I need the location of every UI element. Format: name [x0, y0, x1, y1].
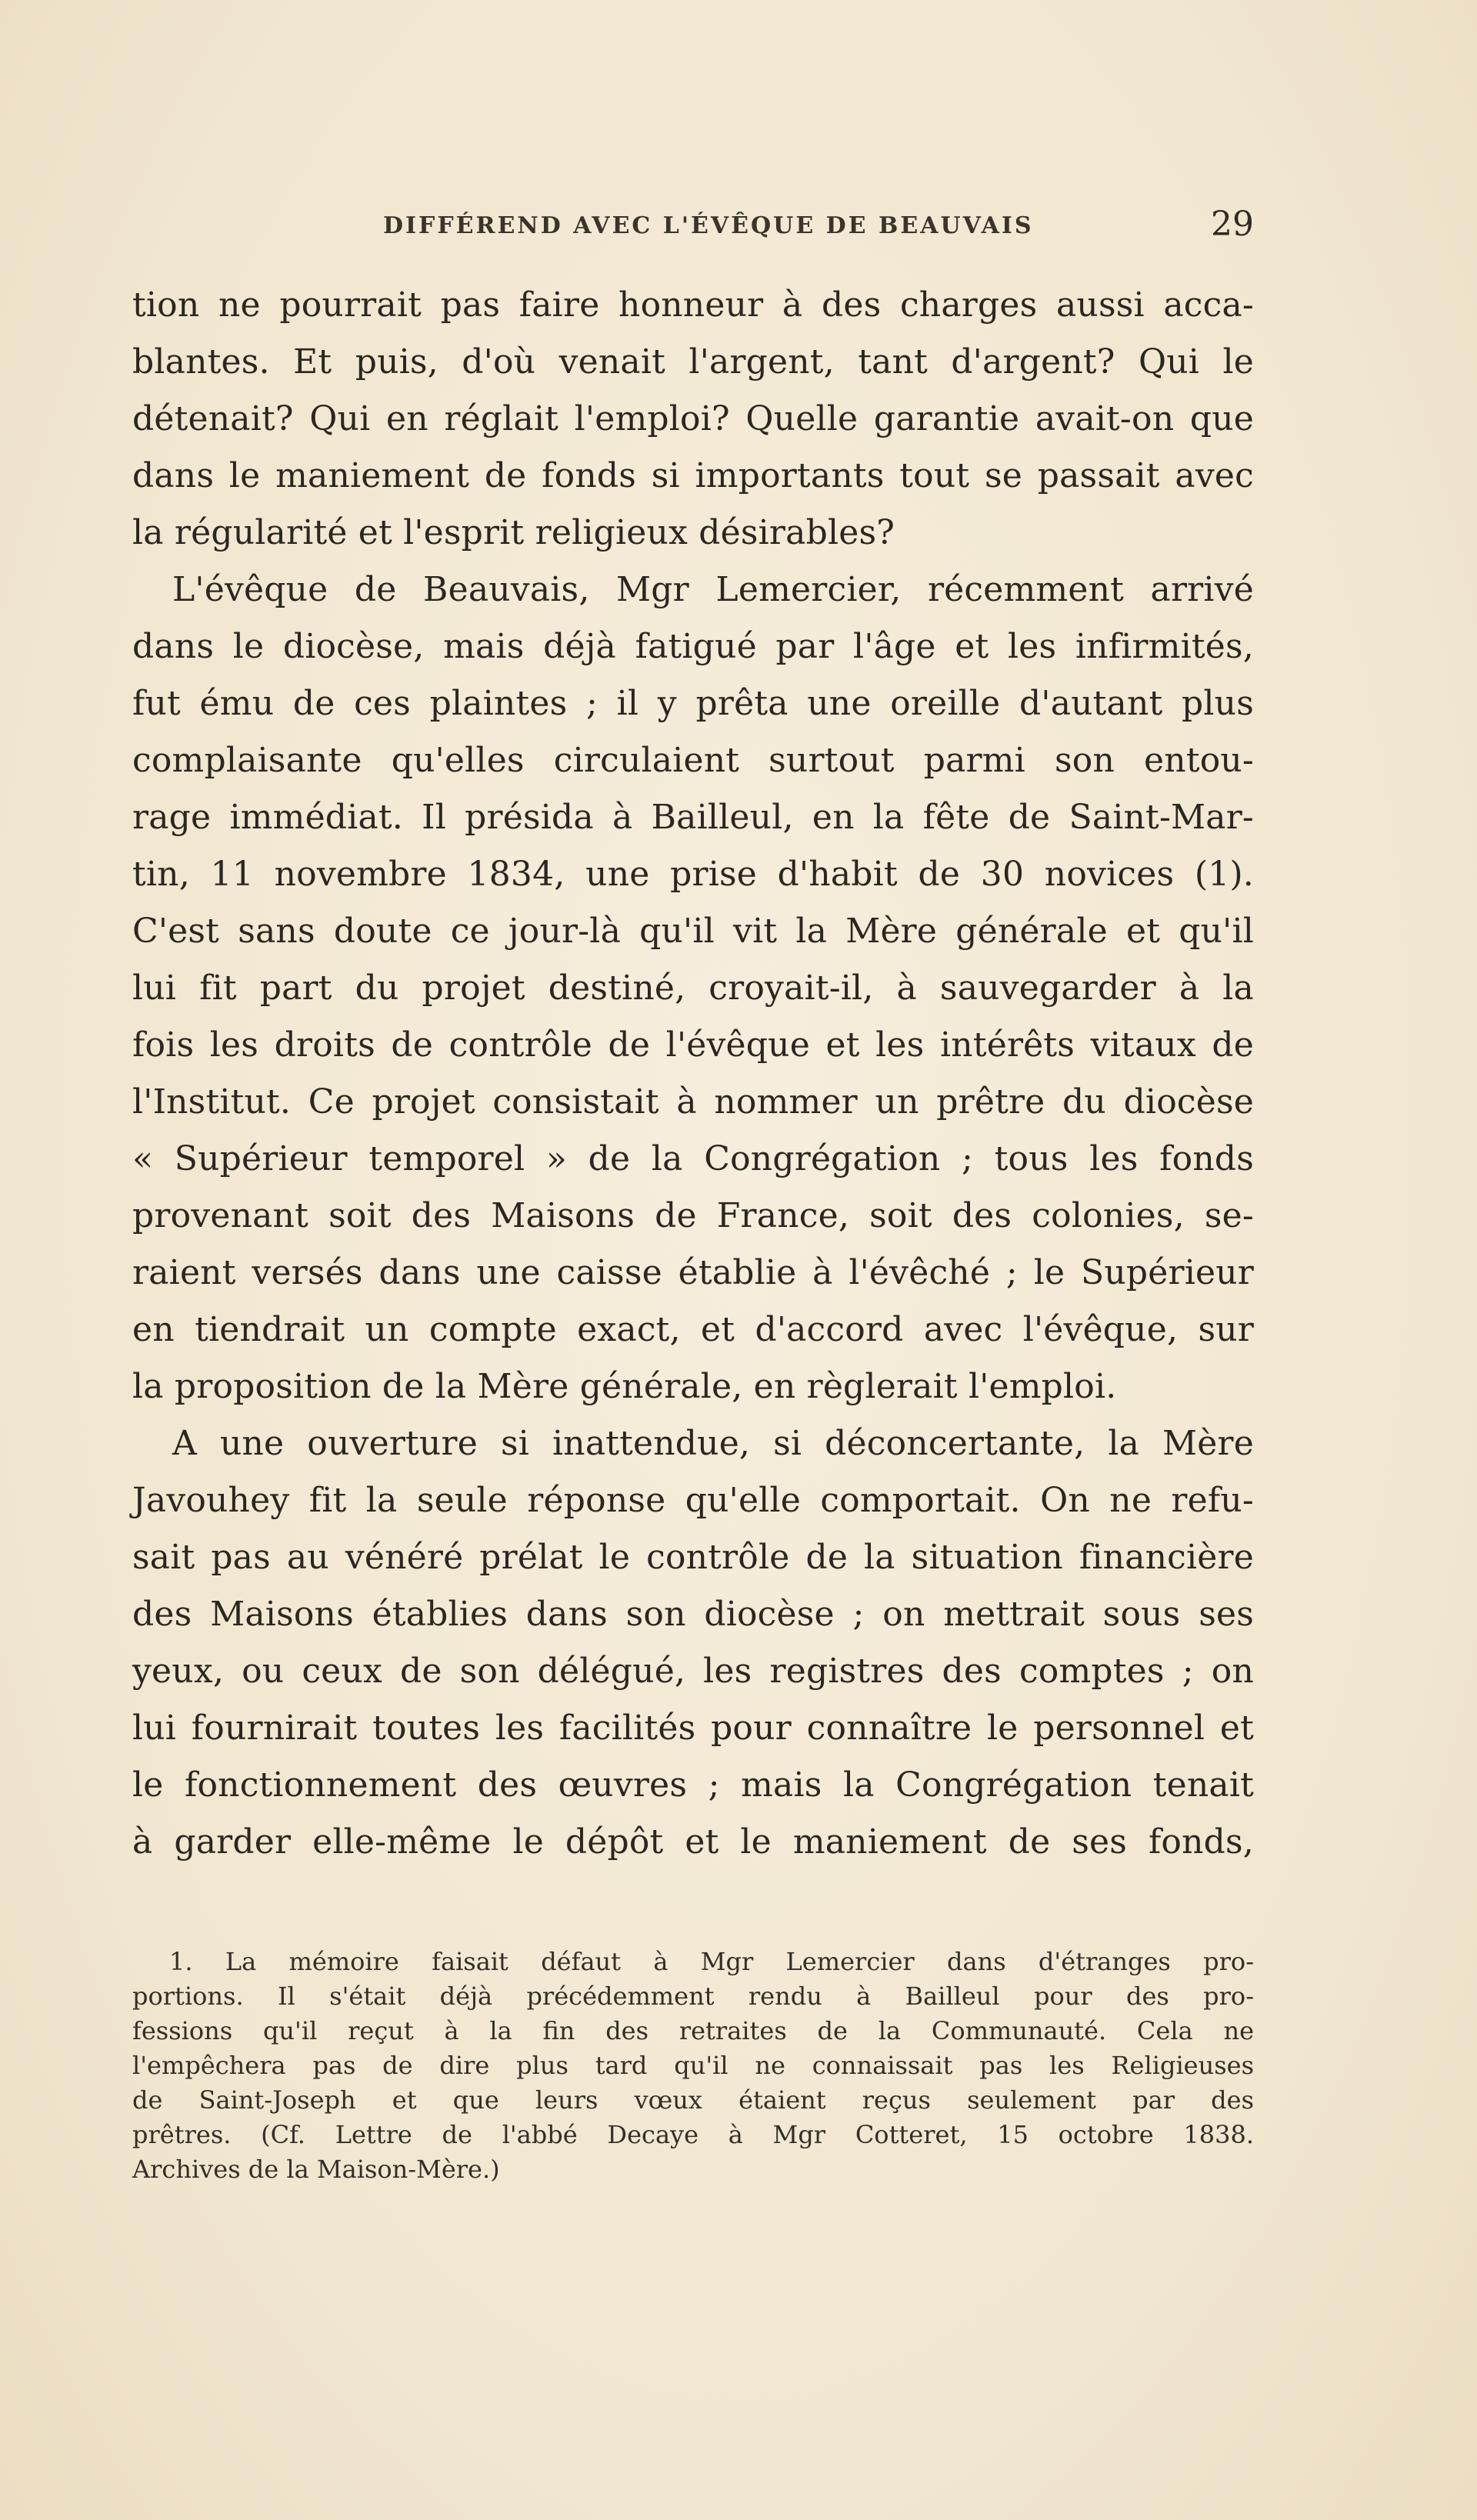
body-line: complaisante qu'elles circulaient surtout parmi son entou-	[132, 741, 1254, 780]
footnote-line: Archives de la Maison-Mère.)	[132, 2155, 500, 2184]
footnote-line: 1. La mémoire faisait défaut à Mgr Lemercier dans d'étranges pro-	[169, 1947, 1254, 1976]
body-line: provenant soit des Maisons de France, soit des colonies, se-	[132, 1196, 1254, 1235]
body-line: lui fit part du projet destiné, croyait-il, à sauvegarder à la	[132, 968, 1254, 1008]
body-line: fois les droits de contrôle de l'évêque et les intérêts vitaux de	[132, 1025, 1254, 1065]
body-line: la régularité et l'esprit religieux désirables?	[132, 513, 895, 552]
body-text	[132, 277, 1254, 1871]
body-line: C'est sans doute ce jour-là qu'il vit la Mère générale et qu'il	[132, 912, 1254, 951]
body-line: en tiendrait un compte exact, et d'accord avec l'évêque, sur	[132, 1310, 1254, 1349]
footnote-line: fessions qu'il reçut à la fin des retraites de la Communauté. Cela ne	[132, 2016, 1254, 2045]
running-title: DIFFÉREND AVEC L'ÉVÊQUE DE BEAUVAIS	[383, 212, 1034, 239]
body-line: dans le diocèse, mais déjà fatigué par l'âge et les infirmités,	[132, 627, 1254, 666]
body-line: blantes. Et puis, d'où venait l'argent, tant d'argent? Qui le	[132, 342, 1254, 382]
body-line: fut ému de ces plaintes ; il y prêta une oreille d'autant plus	[132, 684, 1254, 723]
footnote-line: l'empêchera pas de dire plus tard qu'il ne connaissait pas les Religieuses	[132, 2051, 1254, 2080]
footnote	[132, 1945, 1254, 2187]
body-line: lui fournirait toutes les facilités pour connaître le personnel et	[132, 1708, 1254, 1748]
page-number: 29	[1211, 205, 1254, 244]
footnote-line: portions. Il s'était déjà précédemment rendu à Bailleul pour des pro-	[132, 1982, 1254, 2011]
body-line: tion ne pourrait pas faire honneur à des charges aussi acca-	[132, 285, 1254, 325]
footnote-line: prêtres. (Cf. Lettre de l'abbé Decaye à Mgr Cotteret, 15 octobre 1838.	[132, 2120, 1254, 2149]
body-line: A une ouverture si inattendue, si déconcertante, la Mère	[172, 1424, 1254, 1463]
body-line: des Maisons établies dans son diocèse ; on mettrait sous ses	[132, 1595, 1254, 1634]
body-line: détenait? Qui en réglait l'emploi? Quelle garantie avait-on que	[132, 399, 1254, 438]
footnote-line: de Saint-Joseph et que leurs vœux étaient reçus seulement par des	[132, 2085, 1254, 2115]
body-line: tin, 11 novembre 1834, une prise d'habit de 30 novices (1).	[132, 855, 1254, 894]
body-line: sait pas au vénéré prélat le contrôle de la situation financière	[132, 1538, 1254, 1577]
body-line: le fonctionnement des œuvres ; mais la Congrégation tenait	[132, 1765, 1254, 1805]
body-line: à garder elle-même le dépôt et le maniement de ses fonds,	[132, 1822, 1254, 1862]
body-line: la proposition de la Mère générale, en règlerait l'emploi.	[132, 1367, 1117, 1406]
body-line: « Supérieur temporel » de la Congrégation ; tous les fonds	[132, 1139, 1254, 1178]
body-line: l'Institut. Ce projet consistait à nommer un prêtre du diocèse	[132, 1082, 1254, 1122]
body-line: L'évêque de Beauvais, Mgr Lemercier, récemment arrivé	[172, 570, 1254, 609]
body-line: Javouhey fit la seule réponse qu'elle comportait. On ne refu-	[132, 1481, 1254, 1520]
body-line: yeux, ou ceux de son délégué, les registres des comptes ; on	[132, 1652, 1254, 1691]
body-line: raient versés dans une caisse établie à l'évêché ; le Supérieur	[132, 1253, 1254, 1292]
body-line: rage immédiat. Il présida à Bailleul, en la fête de Saint-Mar-	[132, 798, 1254, 837]
body-line: dans le maniement de fonds si importants tout se passait avec	[132, 456, 1254, 495]
